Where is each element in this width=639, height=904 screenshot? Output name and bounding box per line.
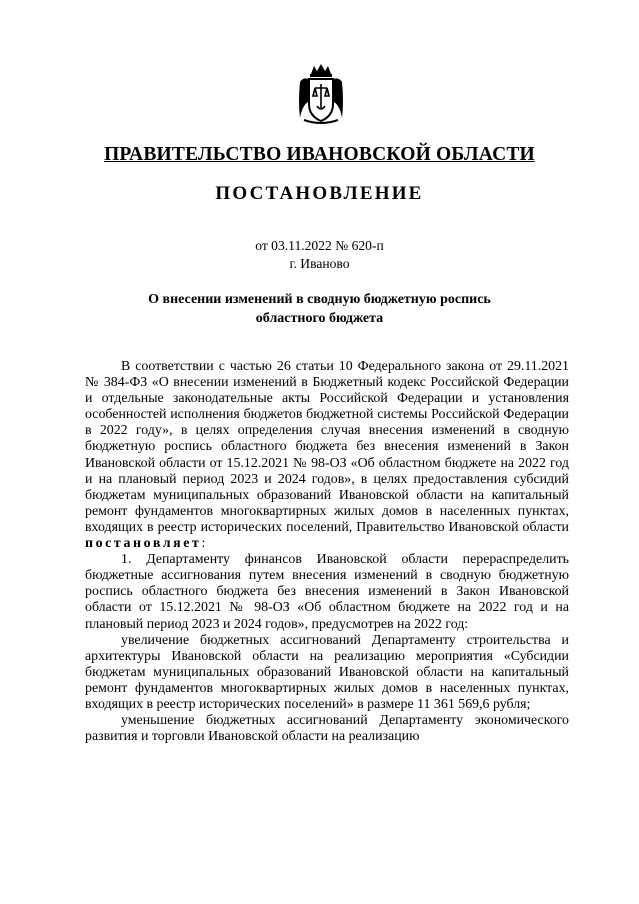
document-type: ПОСТАНОВЛЕНИЕ xyxy=(215,183,424,204)
subject-line-1: О внесении изменений в сводную бюджетную роспись xyxy=(148,292,491,307)
city: г. Иваново xyxy=(289,256,350,271)
date-number: от 03.11.2022 № 620-п xyxy=(255,238,384,253)
preamble-colon: : xyxy=(201,536,206,552)
document-body xyxy=(85,359,569,745)
paragraph-item-1: 1. Департаменту финансов Ивановской области перераспределить бюджетные ассигнования путем внесения изменений в сводную бюджетную роспись областного бюджета без внесения изменений в Закон Ивановской области от 15.12.2021 № 98-ОЗ «Об областном бюджете на 2022 год и на плановый период 2023 и 2024 годов», предусмотрев на 2022 год: xyxy=(85,552,569,632)
subject-heading xyxy=(100,290,539,328)
organization-title: ПРАВИТЕЛЬСТВО ИВАНОВСКОЙ ОБЛАСТИ xyxy=(104,144,535,165)
coat-of-arms-icon xyxy=(296,62,346,126)
resolution-keyword: постановляет xyxy=(85,536,202,552)
paragraph-decrease: уменьшение бюджетных ассигнований Департаменту экономического развития и торговли Ивановской области на реализацию xyxy=(85,713,569,745)
preamble-text: В соответствии с частью 26 статьи 10 Федерального закона от 29.11.2021 № 384-ФЗ «О внесении изменений в Бюджетный кодекс Российской Федерации и отдельные законодательные акты Российской Федерации и установления особенностей исполнения бюджетов бюджетной системы Российской Федерации в 2022 году», в целях определения случая внесения изменений в сводную бюджетную роспись областного бюджета без внесения изменений в Закон Ивановской области от 15.12.2021 № 98-ОЗ «Об областном бюджете на 2022 год и на плановый период 2023 и 2024 годов», в целях предоставления субсидий бюджетам муниципальных образований Ивановской области на капитальный ремонт фундаментов многоквартирных жилых домов в населенных пунктах, входящих в реестр исторических поселений, Правительство Ивановской области xyxy=(85,359,569,535)
subject-line-2: областного бюджета xyxy=(255,311,384,326)
paragraph-preamble xyxy=(85,359,569,552)
paragraph-increase: увеличение бюджетных ассигнований Департаменту строительства и архитектуры Ивановской области на реализацию мероприятия «Субсидии бюджетам муниципальных образований Ивановской области на капитальный ремонт фундаментов многоквартирных жилых домов в населенных пунктах, входящих в реестр исторических поселений» в размере 11 361 569,6 рубля; xyxy=(85,632,569,712)
